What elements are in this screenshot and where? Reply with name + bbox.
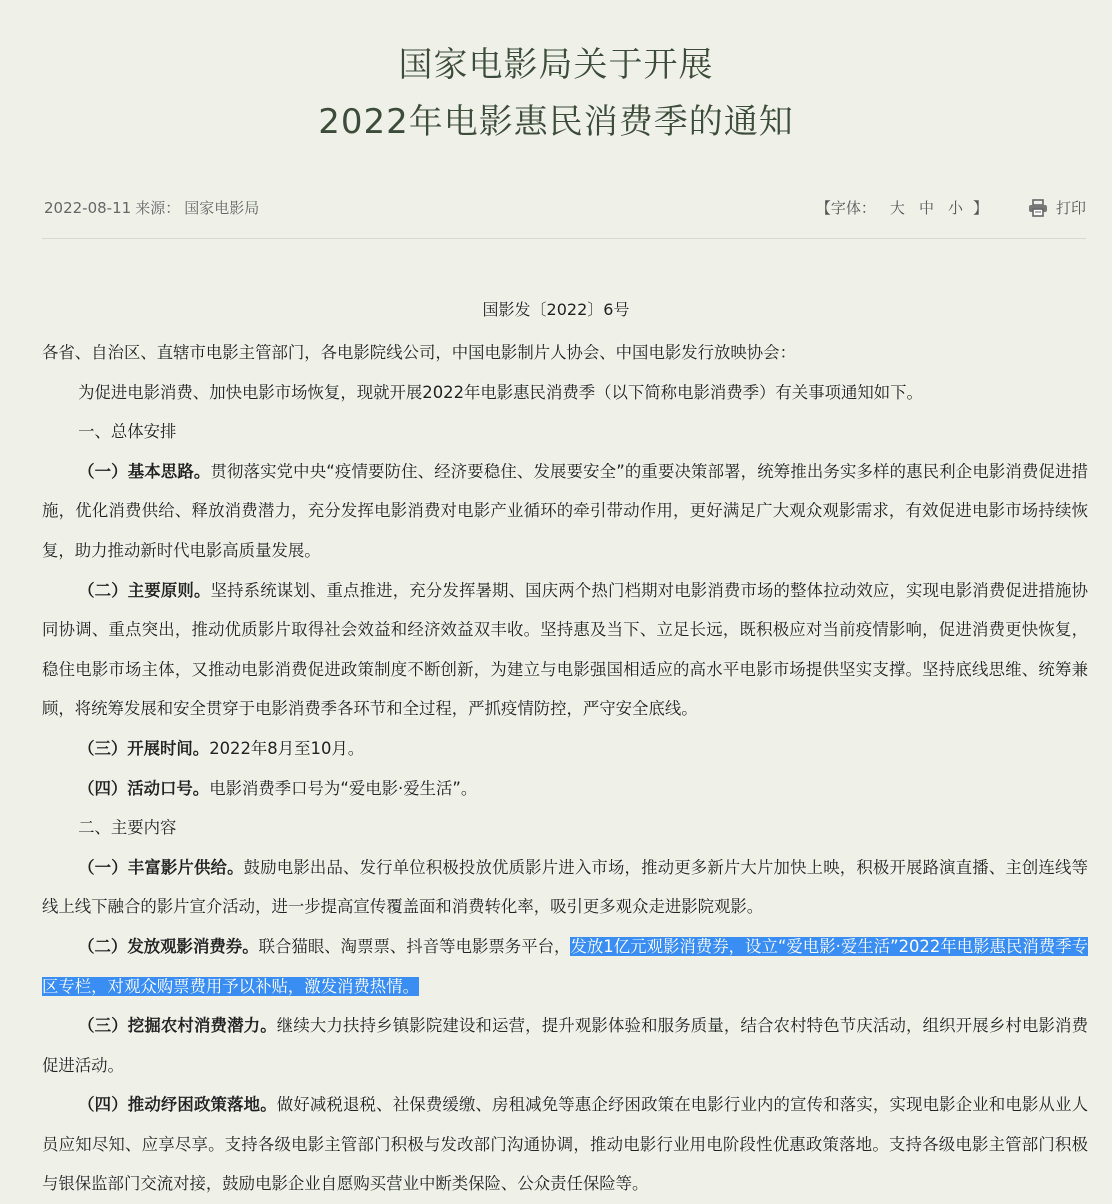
recipients-paragraph: 各省、自治区、直辖市电影主管部门，各电影院线公司，中国电影制片人协会、中国电影发行放映协会：	[42, 343, 796, 362]
article-meta-bar	[44, 195, 1086, 221]
paragraph-basic-idea	[42, 452, 1088, 571]
paragraph-heading: （二）发放观影消费券。	[78, 936, 259, 956]
section-heading-2: 二、主要内容	[78, 818, 177, 838]
paragraph-heading: （一）丰富影片供给。	[78, 857, 244, 877]
section-heading-1: 一、总体安排	[78, 422, 177, 442]
font-size-label: 【字体：	[815, 199, 876, 217]
paragraph-principles	[42, 571, 1088, 729]
paragraph-text: 贯彻落实党中央“疫情要防住、经济要稳住、发展要安全”的重要决策部署，统筹推出务实多样的惠民利企电影消费促进措施，优化消费供给、释放消费潜力，充分发挥电影消费对电影产业循环的牵引带动作用，更好满足广大观众观影需求，有效促进电影市场持续恢复，助力推动新时代电影高质量发展。	[42, 461, 1088, 560]
paragraph-rural	[42, 1006, 1088, 1085]
paragraph-heading: （三）挖掘农村消费潜力。	[78, 1016, 277, 1036]
paragraph-text: 继续大力扶持乡镇影院建设和运营，提升观影体验和服务质量，结合农村特色节庆活动，组织开展乡村电影消费促进活动。	[42, 1016, 1089, 1075]
paragraph-text: 坚持系统谋划、重点推进，充分发挥暑期、国庆两个热门档期对电影消费市场的整体拉动效应，实现电影消费促进措施协同协调、重点突出，推动优质影片取得社会效益和经济效益双丰收。坚持惠及当下、立足长远，既积极应对当前疫情影响，促进消费更快恢复，稳住电影市场主体，又推动电影消费促进政策制度不断创新，为建立与电影强国相适应的高水平电影市场提供坚实支撑。坚持底线思维、统筹兼顾，将统筹发展和安全贯穿于电影消费季各环节和全过程，严抓疫情防控，严守安全底线。	[42, 580, 1089, 719]
publish-date: 2022-08-11	[44, 199, 132, 217]
article-title-line2: 2022年电影惠民消费季的通知	[318, 102, 794, 142]
document-number: 国影发〔2022〕6号	[482, 300, 630, 319]
font-size-bracket-close: 】	[972, 199, 988, 217]
font-medium-button[interactable]: 中	[918, 199, 934, 217]
paragraph-text: 联合猫眼、淘票票、抖音等电影票务平台，	[258, 936, 571, 956]
paragraph-heading: （一）基本思路。	[78, 461, 211, 481]
paragraph-heading: （二）主要原则。	[78, 580, 211, 600]
paragraph-heading: （四）推动纾困政策落地。	[78, 1095, 277, 1115]
font-size-control	[816, 197, 988, 218]
source-name: 国家电影局	[184, 199, 260, 217]
paragraph-text: 电影消费季口号为“爱电影·爱生活”。	[209, 778, 478, 798]
article-body	[42, 333, 1088, 1204]
printer-icon	[1028, 199, 1048, 217]
paragraph-coupons	[42, 927, 1088, 1006]
intro-paragraph: 为促进电影消费、加快电影市场恢复，现就开展2022年电影惠民消费季（以下简称电影消费季）有关事项通知如下。	[78, 382, 923, 402]
paragraph-heading: （四）活动口号。	[78, 778, 210, 798]
source-label: 来源：	[135, 199, 181, 217]
paragraph-film-supply	[42, 848, 1088, 927]
paragraph-text: 鼓励电影出品、发行单位积极投放优质影片进入市场，推动更多新片大片加快上映，积极开展路演直播、主创连线等线上线下融合的影片宣介活动，进一步提高宣传覆盖面和消费转化率，吸引更多观众走进影院观影。	[42, 857, 1089, 917]
paragraph-text: 2022年8月至10月。	[209, 738, 365, 758]
print-label: 打印	[1055, 199, 1086, 217]
paragraph-time	[42, 729, 1088, 769]
paragraph-slogan	[42, 769, 1088, 809]
meta-divider	[42, 238, 1086, 239]
selected-text-highlight[interactable]: 发放1亿元观影消费券，设立“爱电影·爱生活”2022年电影惠民消费季专区专栏，对观众购票费用予以补贴，激发消费热情。	[42, 936, 1089, 996]
paragraph-heading: （三）开展时间。	[78, 738, 210, 758]
paragraph-text: 做好减税退税、社保费缓缴、房租减免等惠企纾困政策在电影行业内的宣传和落实，实现电影企业和电影从业人员应知尽知、应享尽享。支持各级电影主管部门积极与发改部门沟通协调，推动电影行业用电阶段性优惠政策落地。支持各级电影主管部门积极与银保监部门交流对接，鼓励电影企业自愿购买营业中断类保险、公众责任保险等。	[42, 1095, 1089, 1194]
font-large-button[interactable]: 大	[889, 199, 905, 217]
article-title-line1: 国家电影局关于开展	[398, 45, 714, 85]
font-small-button[interactable]: 小	[947, 199, 963, 217]
article-meta-info	[44, 197, 263, 218]
article-tools	[816, 197, 1086, 218]
paragraph-relief-policy	[42, 1085, 1088, 1204]
print-button[interactable]	[1028, 197, 1086, 218]
